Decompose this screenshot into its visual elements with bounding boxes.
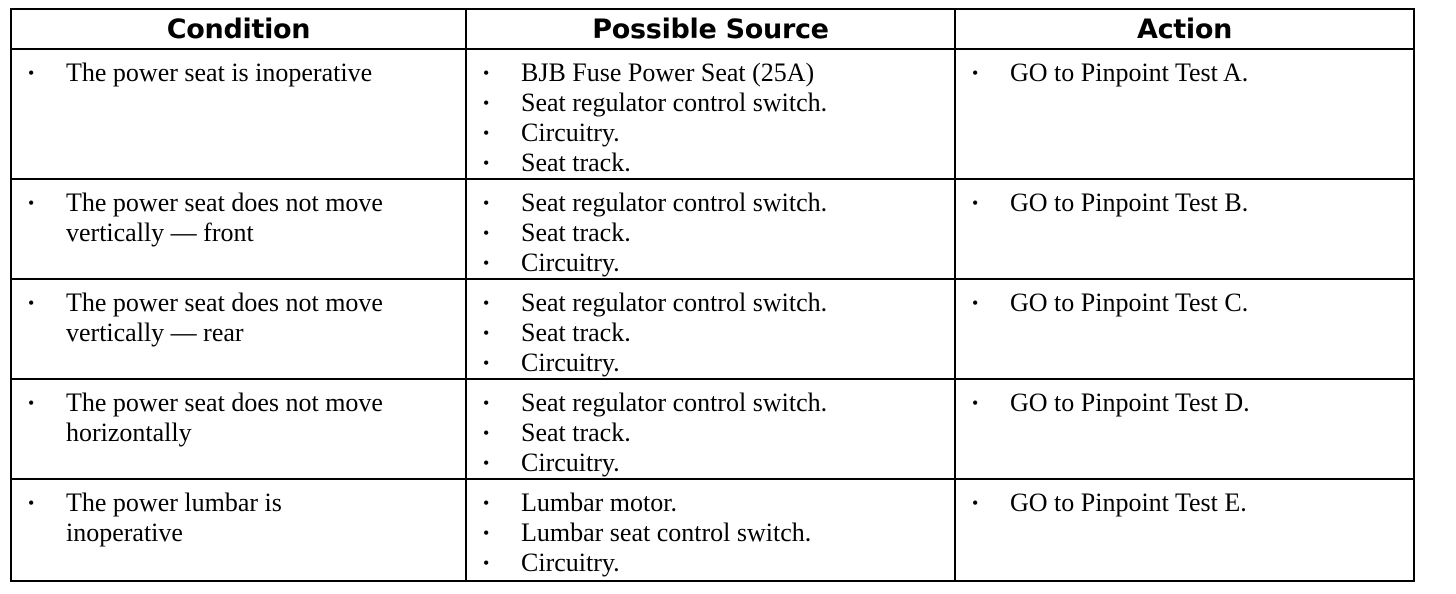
list-item-text: Seat track.: [521, 218, 631, 247]
table-row: [11, 479, 1414, 581]
list-item: [467, 88, 954, 118]
list-item: [956, 58, 1413, 88]
bullet-icon: •: [483, 493, 490, 513]
list-item: [12, 188, 465, 248]
action-cell-list: [956, 480, 1413, 518]
action-cell: [955, 479, 1414, 581]
source-cell: [466, 179, 955, 279]
source-cell: [466, 379, 955, 479]
list-item: [12, 288, 465, 348]
bullet-icon: •: [483, 423, 490, 443]
source-cell: [466, 479, 955, 581]
list-item-text: GO to Pinpoint Test B.: [1010, 188, 1249, 217]
list-item-text: Seat regulator control switch.: [521, 288, 828, 317]
list-item-text: Seat regulator control switch.: [521, 188, 828, 217]
source-cell-list: [467, 380, 954, 478]
bullet-icon: •: [28, 493, 35, 513]
bullet-icon: •: [483, 323, 490, 343]
list-item-text: Seat track.: [521, 418, 631, 447]
list-item-text: Circuitry.: [521, 448, 620, 477]
list-item: [467, 288, 954, 318]
list-item: [12, 58, 465, 88]
list-item-text: Circuitry.: [521, 348, 620, 377]
action-cell: [955, 379, 1414, 479]
action-cell-list: [956, 180, 1413, 218]
bullet-icon: •: [483, 63, 490, 83]
source-cell-list: [467, 180, 954, 278]
list-item-text: BJB Fuse Power Seat (25A): [521, 58, 815, 87]
list-item: [467, 418, 954, 448]
list-item-text: The power seat does not move horizontally: [66, 388, 383, 447]
list-item: [12, 388, 465, 448]
list-item: [12, 488, 465, 548]
list-item-text: GO to Pinpoint Test E.: [1010, 488, 1247, 517]
bullet-icon: •: [483, 93, 490, 113]
list-item-text: Seat track.: [521, 148, 631, 177]
header-possible-source: Possible Source: [466, 9, 955, 49]
condition-cell: [11, 179, 466, 279]
list-item-text: GO to Pinpoint Test C.: [1010, 288, 1249, 317]
header-action: Action: [955, 9, 1414, 49]
list-item: [467, 318, 954, 348]
bullet-icon: •: [483, 223, 490, 243]
action-cell-list: [956, 380, 1413, 418]
list-item: [956, 288, 1413, 318]
list-item: [956, 188, 1413, 218]
list-item-text: Lumbar motor.: [521, 488, 677, 517]
bullet-icon: •: [28, 193, 35, 213]
list-item-text: The power seat is inoperative: [66, 58, 373, 87]
list-item: [467, 118, 954, 148]
bullet-icon: •: [483, 253, 490, 273]
table-row: [11, 379, 1414, 479]
condition-cell-list: [12, 280, 465, 348]
condition-cell: [11, 279, 466, 379]
list-item: [467, 348, 954, 378]
list-item: [467, 488, 954, 518]
condition-cell-list: [12, 50, 465, 88]
list-item: [467, 548, 954, 578]
action-cell-list: [956, 50, 1413, 88]
bullet-icon: •: [28, 63, 35, 83]
header-row: [11, 9, 1414, 49]
condition-cell-list: [12, 380, 465, 448]
condition-cell-list: [12, 180, 465, 248]
list-item-text: GO to Pinpoint Test A.: [1010, 58, 1249, 87]
bullet-icon: •: [483, 393, 490, 413]
list-item: [467, 218, 954, 248]
condition-cell: [11, 479, 466, 581]
list-item: [467, 388, 954, 418]
list-item-text: GO to Pinpoint Test D.: [1010, 388, 1250, 417]
condition-cell: [11, 379, 466, 479]
list-item: [467, 248, 954, 278]
source-cell-list: [467, 280, 954, 378]
list-item: [467, 58, 954, 88]
list-item-text: Circuitry.: [521, 548, 620, 577]
list-item: [956, 488, 1413, 518]
list-item: [467, 448, 954, 478]
bullet-icon: •: [28, 393, 35, 413]
bullet-icon: •: [972, 193, 979, 213]
bullet-icon: •: [483, 123, 490, 143]
list-item: [956, 388, 1413, 418]
action-cell: [955, 179, 1414, 279]
action-cell: [955, 49, 1414, 179]
table-row: [11, 279, 1414, 379]
list-item-text: The power seat does not move vertically — front: [66, 188, 383, 247]
list-item: [467, 148, 954, 178]
list-item-text: Seat regulator control switch.: [521, 388, 828, 417]
source-cell: [466, 49, 955, 179]
list-item: [467, 188, 954, 218]
bullet-icon: •: [483, 553, 490, 573]
action-cell: [955, 279, 1414, 379]
bullet-icon: •: [483, 293, 490, 313]
list-item-text: The power lumbar is inoperative: [66, 488, 282, 547]
action-cell-list: [956, 280, 1413, 318]
list-item-text: Seat track.: [521, 318, 631, 347]
header-condition: Condition: [11, 9, 466, 49]
diagnosis-table: [10, 8, 1415, 582]
bullet-icon: •: [972, 63, 979, 83]
condition-cell-list: [12, 480, 465, 548]
bullet-icon: •: [483, 153, 490, 173]
list-item-text: Circuitry.: [521, 248, 620, 277]
bullet-icon: •: [483, 523, 490, 543]
condition-cell: [11, 49, 466, 179]
source-cell-list: [467, 50, 954, 178]
bullet-icon: •: [972, 493, 979, 513]
list-item-text: Seat regulator control switch.: [521, 88, 828, 117]
bullet-icon: •: [28, 293, 35, 313]
bullet-icon: •: [483, 453, 490, 473]
bullet-icon: •: [483, 353, 490, 373]
table-row: [11, 49, 1414, 179]
list-item: [467, 518, 954, 548]
table-row: [11, 179, 1414, 279]
source-cell-list: [467, 480, 954, 578]
bullet-icon: •: [972, 393, 979, 413]
bullet-icon: •: [972, 293, 979, 313]
list-item-text: Lumbar seat control switch.: [521, 518, 812, 547]
source-cell: [466, 279, 955, 379]
list-item-text: Circuitry.: [521, 118, 620, 147]
list-item-text: The power seat does not move vertically — rear: [66, 288, 383, 347]
bullet-icon: •: [483, 193, 490, 213]
